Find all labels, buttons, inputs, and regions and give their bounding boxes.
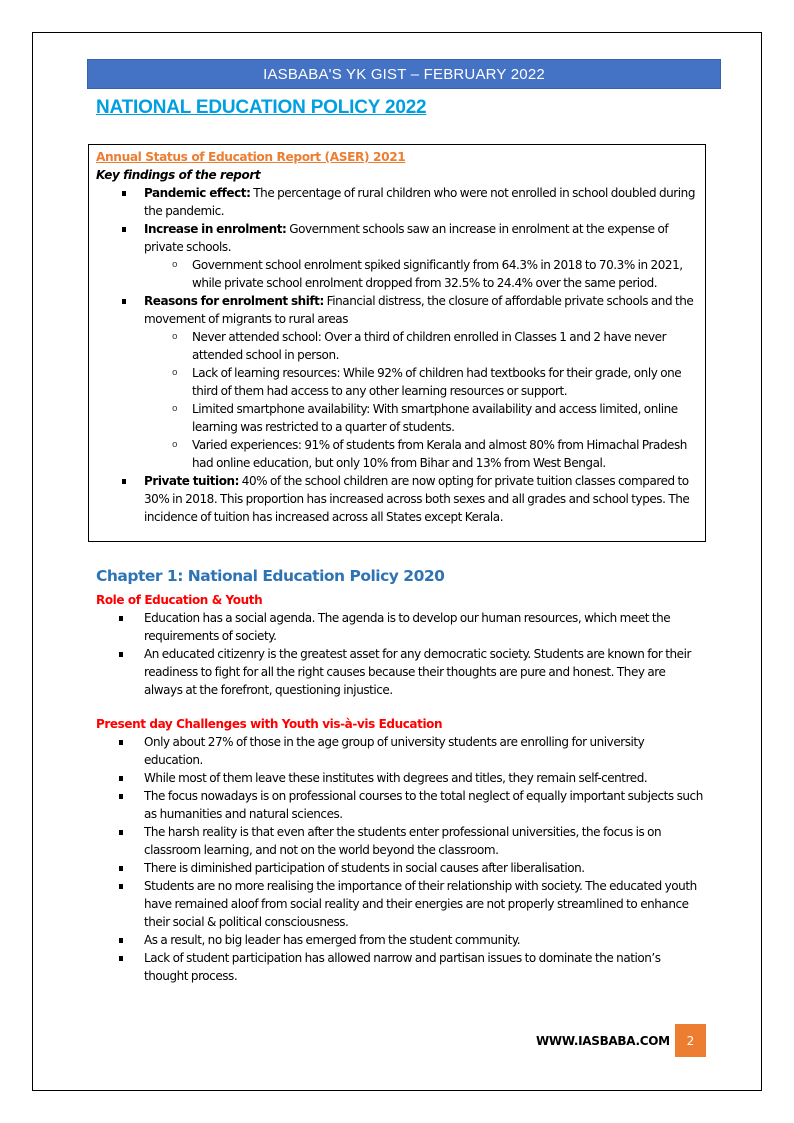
footer-website-link[interactable]: WWW.IASBABA.COM — [536, 1034, 670, 1048]
item-label: Pandemic effect: — [144, 186, 251, 200]
list-item — [96, 292, 705, 472]
list-item — [96, 220, 705, 292]
page-title[interactable]: NATIONAL EDUCATION POLICY 2022 — [96, 97, 427, 118]
list-item: Education has a social agenda. The agenda is to develop our human resources, which meet the requirements of society. — [96, 609, 706, 645]
list-item — [96, 472, 705, 526]
role-heading: Role of Education & Youth — [96, 593, 263, 607]
aser-box — [88, 144, 706, 542]
role-list — [96, 609, 706, 699]
item-label: Increase in enrolment: — [144, 222, 287, 236]
item-label: Reasons for enrolment shift: — [144, 294, 324, 308]
list-item: There is diminished participation of students in social causes after liberalisation. — [96, 859, 706, 877]
sub-list-item: o Never attended school: Over a third of children enrolled in Classes 1 and 2 have never attended school in person. — [144, 328, 705, 364]
sub-list — [144, 256, 705, 292]
list-item: Students are no more realising the importance of their relationship with society. The educated youth have remained aloof from social reality and their energies are not properly streamlined to enhance their social & political consciousness. — [96, 877, 706, 931]
item-text: The percentage of rural children who were not enrolled in school doubled during the pandemic. — [144, 186, 695, 218]
chapter-title: Chapter 1: National Education Policy 2020 — [96, 567, 445, 585]
aser-findings-list — [96, 184, 705, 526]
page-number-badge: 2 — [675, 1024, 706, 1057]
challenges-heading: Present day Challenges with Youth vis-à-vis Education — [96, 717, 443, 731]
aser-subtitle: Key findings of the report — [96, 168, 261, 182]
item-text: Government schools saw an increase in enrolment at the expense of private schools. — [144, 222, 669, 254]
list-item — [96, 184, 705, 220]
sub-list-item: o Lack of learning resources: While 92% of children had textbooks for their grade, only one third of them had access to any other learning resources or support. — [144, 364, 705, 400]
challenges-list — [96, 733, 706, 985]
sub-list-item: o Varied experiences: 91% of students from Kerala and almost 80% from Himachal Pradesh had online education, but only 10% from Bihar and 13% from West Bengal. — [144, 436, 705, 472]
sub-list-item: o Government school enrolment spiked significantly from 64.3% in 2018 to 70.3% in 2021, while private school enrolment dropped from 32.5% to 24.4% over the same period. — [144, 256, 705, 292]
sub-list — [144, 328, 705, 472]
item-text: Financial distress, the closure of affordable private schools and the movement of migrants to rural areas — [144, 294, 694, 326]
item-text: 40% of the school children are now opting for private tuition classes compared to 30% in 2018. This proportion has increased across both sexes and all grades and school types. The incidence of tuition has increased across all States except Kerala. — [144, 474, 690, 524]
list-item: The focus nowadays is on professional courses to the total neglect of equally important subjects such as humanities and natural sciences. — [96, 787, 706, 823]
list-item: The harsh reality is that even after the students enter professional universities, the focus is on classroom learning, and not on the world beyond the classroom. — [96, 823, 706, 859]
sub-list-item: o Limited smartphone availability: With smartphone availability and access limited, online learning was restricted to a quarter of students. — [144, 400, 705, 436]
chapter-section — [96, 565, 706, 985]
list-item: Lack of student participation has allowed narrow and partisan issues to dominate the nation’s thought process. — [96, 949, 706, 985]
item-label: Private tuition: — [144, 474, 239, 488]
header-banner: IASBABA'S YK GIST – FEBRUARY 2022 — [87, 59, 721, 89]
list-item: As a result, no big leader has emerged from the student community. — [96, 931, 706, 949]
list-item: While most of them leave these institutes with degrees and titles, they remain self-centred. — [96, 769, 706, 787]
aser-title[interactable]: Annual Status of Education Report (ASER) 2021 — [96, 150, 406, 164]
list-item: An educated citizenry is the greatest asset for any democratic society. Students are known for their readiness to fight for all the right causes because their thoughts are pure and honest. They are always at the forefront, questioning injustice. — [96, 645, 706, 699]
list-item: Only about 27% of those in the age group of university students are enrolling for university education. — [96, 733, 706, 769]
